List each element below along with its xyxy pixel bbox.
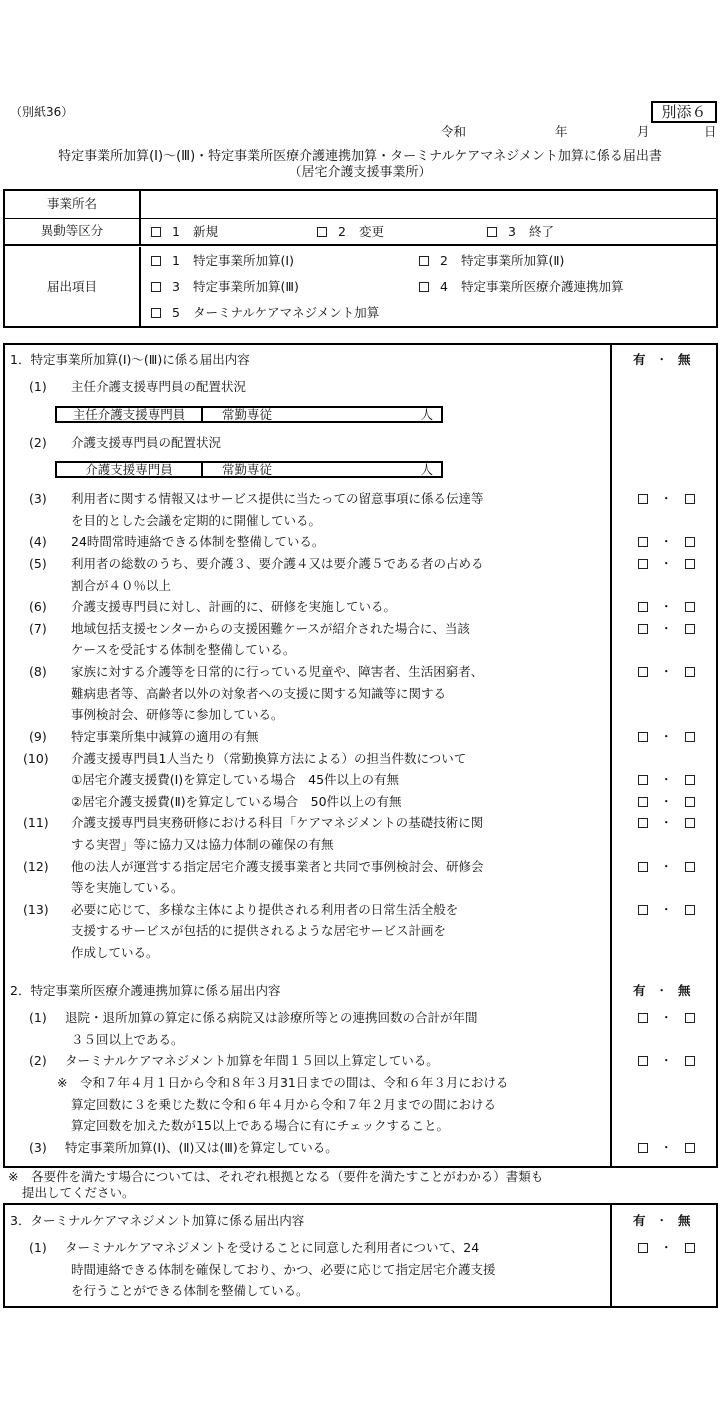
item-text: 割合が４０％以上 [71, 578, 172, 593]
change-option-modify[interactable]: 2 変更 [317, 226, 384, 239]
no-checkbox[interactable] [685, 797, 695, 807]
item-text: 等を実施している。 [71, 880, 184, 895]
item-text: 難病患者等、高齢者以外の対象者への支援に関する知識等に関する [71, 686, 447, 701]
checkbox[interactable] [317, 227, 327, 237]
yes-checkbox[interactable] [638, 1013, 648, 1023]
item-number: (1) [29, 379, 47, 394]
yes-no-header: 有 ・ 無 [633, 1213, 691, 1228]
yes-no-checkboxes[interactable]: ・ [638, 861, 695, 874]
item-text: 家族に対する介護等を日常的に行っている児童や、障害者、生活困窮者、 [71, 664, 484, 679]
yes-checkbox[interactable] [638, 602, 648, 612]
staff-type: 常勤専従 [222, 407, 273, 422]
checkbox[interactable] [419, 282, 429, 292]
staff-count-input[interactable] [297, 408, 397, 421]
yes-checkbox[interactable] [638, 797, 648, 807]
yes-no-checkboxes[interactable]: ・ [638, 623, 695, 636]
staff-type: 常勤専従 [222, 462, 273, 477]
yes-checkbox[interactable] [638, 732, 648, 742]
document-subtitle: （居宅介護支援事業所） [288, 165, 432, 180]
yes-no-checkboxes[interactable]: ・ [638, 558, 695, 571]
yes-no-checkboxes[interactable]: ・ [638, 1142, 695, 1155]
checkbox[interactable] [151, 256, 161, 266]
section-2-heading: 2．特定事業所医療介護連携加算に係る届出内容 [10, 983, 281, 998]
staff-unit: 人 [420, 407, 433, 422]
item-text: 退院・退所加算の算定に係る病院又は診療所等との連携回数の合計が年間 [65, 1010, 478, 1025]
item-number: (1) [29, 1240, 47, 1255]
item-number: (8) [29, 664, 47, 679]
notification-items-row [5, 247, 716, 327]
item-text: 事例検討会、研修等に参加している。 [71, 707, 284, 722]
no-checkbox[interactable] [685, 905, 695, 915]
notification-items-label: 届出項目 [5, 247, 141, 327]
item-number: (2) [29, 1053, 47, 1068]
item-text: 介護支援専門員に対し、計画的に、研修を実施している。 [71, 599, 397, 614]
item-text: 24時間常時連絡できる体制を整備している。 [71, 534, 325, 549]
item-number: (12) [23, 859, 49, 874]
no-checkbox[interactable] [685, 537, 695, 547]
yes-no-checkboxes[interactable]: ・ [638, 536, 695, 549]
item-text: する実習」等に協力又は協力体制の確保の有無 [71, 837, 334, 852]
item-text: ケースを受託する体制を整備している。 [71, 642, 296, 657]
yes-checkbox[interactable] [638, 775, 648, 785]
change-option-end[interactable]: 3 終了 [487, 226, 554, 239]
date-month: 月 [637, 124, 650, 139]
checkbox[interactable] [151, 227, 161, 237]
yes-no-checkboxes[interactable]: ・ [638, 1012, 695, 1025]
staff-role: 介護支援専門員 [57, 463, 203, 476]
item-text: 特定事業所集中減算の適用の有無 [71, 729, 259, 744]
item-text: 他の法人が運営する指定居宅介護支援事業者と共同で事例検討会、研修会 [71, 859, 484, 874]
item-text: ターミナルケアマネジメントを受けることに同意した利用者について、24 [65, 1240, 480, 1255]
no-checkbox[interactable] [685, 818, 695, 828]
no-checkbox[interactable] [685, 1243, 695, 1253]
yes-no-checkboxes[interactable]: ・ [638, 666, 695, 679]
yes-no-checkboxes[interactable]: ・ [638, 817, 695, 830]
date-day: 日 [704, 124, 717, 139]
item-number: (5) [29, 556, 47, 571]
staff-count-input[interactable] [297, 463, 397, 476]
yes-no-checkboxes[interactable]: ・ [638, 1242, 695, 1255]
item-text: 支援するサービスが包括的に提供されるような居宅サービス計画を [71, 923, 447, 938]
chief-care-manager-staffing-box [55, 406, 443, 423]
column-divider [610, 345, 612, 1166]
no-checkbox[interactable] [685, 667, 695, 677]
item-text: 特定事業所加算(Ⅰ)、(Ⅱ)又は(Ⅲ)を算定している。 [65, 1140, 338, 1155]
section-1-2-block [3, 343, 718, 1168]
yes-checkbox[interactable] [638, 494, 648, 504]
date-era: 令和 [441, 124, 467, 139]
yes-checkbox[interactable] [638, 818, 648, 828]
item-text: ターミナルケアマネジメント加算を年間１５回以上算定している。 [65, 1053, 439, 1068]
item-number: (6) [29, 599, 47, 614]
item-text: 介護支援専門員の配置状況 [71, 435, 222, 450]
item-text: 介護支援専門員1人当たり（常勤換算方法による）の担当件数について [71, 751, 467, 766]
checkbox[interactable] [151, 308, 161, 318]
yes-checkbox[interactable] [638, 1243, 648, 1253]
office-info-table [3, 189, 718, 328]
change-type-label: 異動等区分 [5, 219, 141, 244]
yes-no-header: 有 ・ 無 [633, 983, 691, 998]
staff-role: 主任介護支援専門員 [57, 408, 203, 421]
yes-checkbox[interactable] [638, 624, 648, 634]
footnote-line: ※ 各要件を満たす場合については、それぞれ根拠となる（要件を満たすことがわかる）書類も [8, 1169, 544, 1184]
yes-checkbox[interactable] [638, 1056, 648, 1066]
office-name-field[interactable] [143, 191, 716, 218]
annex-label: 別添６ [651, 101, 717, 123]
item-number: (4) [29, 534, 47, 549]
no-checkbox[interactable] [685, 732, 695, 742]
section-3-block [3, 1203, 718, 1308]
yes-checkbox[interactable] [638, 559, 648, 569]
item-text: を目的とした会議を定期的に開催している。 [71, 513, 322, 528]
no-checkbox[interactable] [685, 1013, 695, 1023]
section-1-heading: 1．特定事業所加算(Ⅰ)～(Ⅲ)に係る届出内容 [10, 352, 250, 367]
item-option-5[interactable]: 5 ターミナルケアマネジメント加算 [151, 307, 379, 320]
no-checkbox[interactable] [685, 624, 695, 634]
change-type-row [5, 219, 716, 246]
item-text: を行うことができる体制を整備している。 [71, 1283, 309, 1298]
item-text: 利用者の総数のうち、要介護３、要介護４又は要介護５である者の占める [71, 556, 484, 571]
yes-checkbox[interactable] [638, 1143, 648, 1153]
no-checkbox[interactable] [685, 1143, 695, 1153]
no-checkbox[interactable] [685, 602, 695, 612]
item-number: (3) [29, 1140, 47, 1155]
item-option-4[interactable]: 4 特定事業所医療介護連携加算 [419, 281, 624, 294]
item-text: 作成している。 [71, 945, 159, 960]
item-text: 時間連絡できる体制を確保しており、かつ、必要に応じて指定居宅介護支援 [71, 1262, 496, 1277]
item-number: (2) [29, 435, 47, 450]
column-divider [610, 1205, 612, 1306]
yes-no-header: 有 ・ 無 [633, 352, 691, 367]
footnote-line: 提出してください。 [22, 1185, 135, 1200]
office-name-label: 事業所名 [5, 191, 141, 218]
note-text: 算定回数を加えた数が15以上である場合に有にチェックすること。 [71, 1118, 450, 1133]
item-text: 地域包括支援センターからの支援困難ケースが紹介された場合に、当該 [71, 621, 470, 636]
yes-checkbox[interactable] [638, 537, 648, 547]
office-name-row [5, 191, 716, 219]
yes-no-checkboxes[interactable]: ・ [638, 731, 695, 744]
item-option-2[interactable]: 2 特定事業所加算(Ⅱ) [419, 255, 564, 268]
no-checkbox[interactable] [685, 775, 695, 785]
item-text: 介護支援専門員実務研修における科目「ケアマネジメントの基礎技術に関 [71, 815, 484, 830]
item-number: (13) [23, 902, 49, 917]
item-text: 主任介護支援専門員の配置状況 [71, 379, 247, 394]
yes-no-checkboxes[interactable]: ・ [638, 493, 695, 506]
yes-no-checkboxes[interactable]: ・ [638, 796, 695, 809]
yes-no-checkboxes[interactable]: ・ [638, 774, 695, 787]
item-text: ３５回以上である。 [71, 1032, 184, 1047]
care-manager-staffing-box [55, 461, 443, 478]
item-number: (7) [29, 621, 47, 636]
item-number: (3) [29, 491, 47, 506]
sub-item-text: ①居宅介護支援費(Ⅰ)を算定している場合 45件以上の有無 [71, 772, 400, 787]
sub-item-text: ②居宅介護支援費(Ⅱ)を算定している場合 50件以上の有無 [71, 794, 402, 809]
document-title: 特定事業所加算(Ⅰ)～(Ⅲ)・特定事業所医療介護連携加算・ターミナルケアマネジメント加算に係る届出書 [58, 149, 662, 164]
staff-unit: 人 [420, 462, 433, 477]
yes-no-checkboxes[interactable]: ・ [638, 904, 695, 917]
checkbox[interactable] [151, 282, 161, 292]
item-text: 利用者に関する情報又はサービス提供に当たっての留意事項に係る伝達等 [71, 491, 484, 506]
note-text: 算定回数に３を乗じた数に令和６年４月から令和７年２月までの間における [71, 1097, 497, 1112]
note-text: ※ 令和７年４月１日から令和８年３月31日までの間は、令和６年３月における [57, 1075, 509, 1090]
checkbox[interactable] [419, 256, 429, 266]
date-year: 年 [555, 124, 568, 139]
no-checkbox[interactable] [685, 862, 695, 872]
no-checkbox[interactable] [685, 559, 695, 569]
item-option-1[interactable]: 1 特定事業所加算(Ⅰ) [151, 255, 294, 268]
item-number: (11) [23, 815, 49, 830]
item-number: (9) [29, 729, 47, 744]
item-text: 必要に応じて、多様な主体により提供される利用者の日常生活全般を [71, 902, 459, 917]
no-checkbox[interactable] [685, 494, 695, 504]
yes-no-checkboxes[interactable]: ・ [638, 601, 695, 614]
yes-checkbox[interactable] [638, 905, 648, 915]
checkbox[interactable] [487, 227, 497, 237]
change-option-new[interactable]: 1 新規 [151, 226, 218, 239]
form-reference-label: （別紙36） [10, 105, 74, 119]
item-option-3[interactable]: 3 特定事業所加算(Ⅲ) [151, 281, 299, 294]
yes-checkbox[interactable] [638, 667, 648, 677]
yes-no-checkboxes[interactable]: ・ [638, 1055, 695, 1068]
item-number: (10) [23, 751, 49, 766]
section-3-heading: 3．ターミナルケアマネジメント加算に係る届出内容 [10, 1213, 305, 1228]
item-number: (1) [29, 1010, 47, 1025]
no-checkbox[interactable] [685, 1056, 695, 1066]
yes-checkbox[interactable] [638, 862, 648, 872]
